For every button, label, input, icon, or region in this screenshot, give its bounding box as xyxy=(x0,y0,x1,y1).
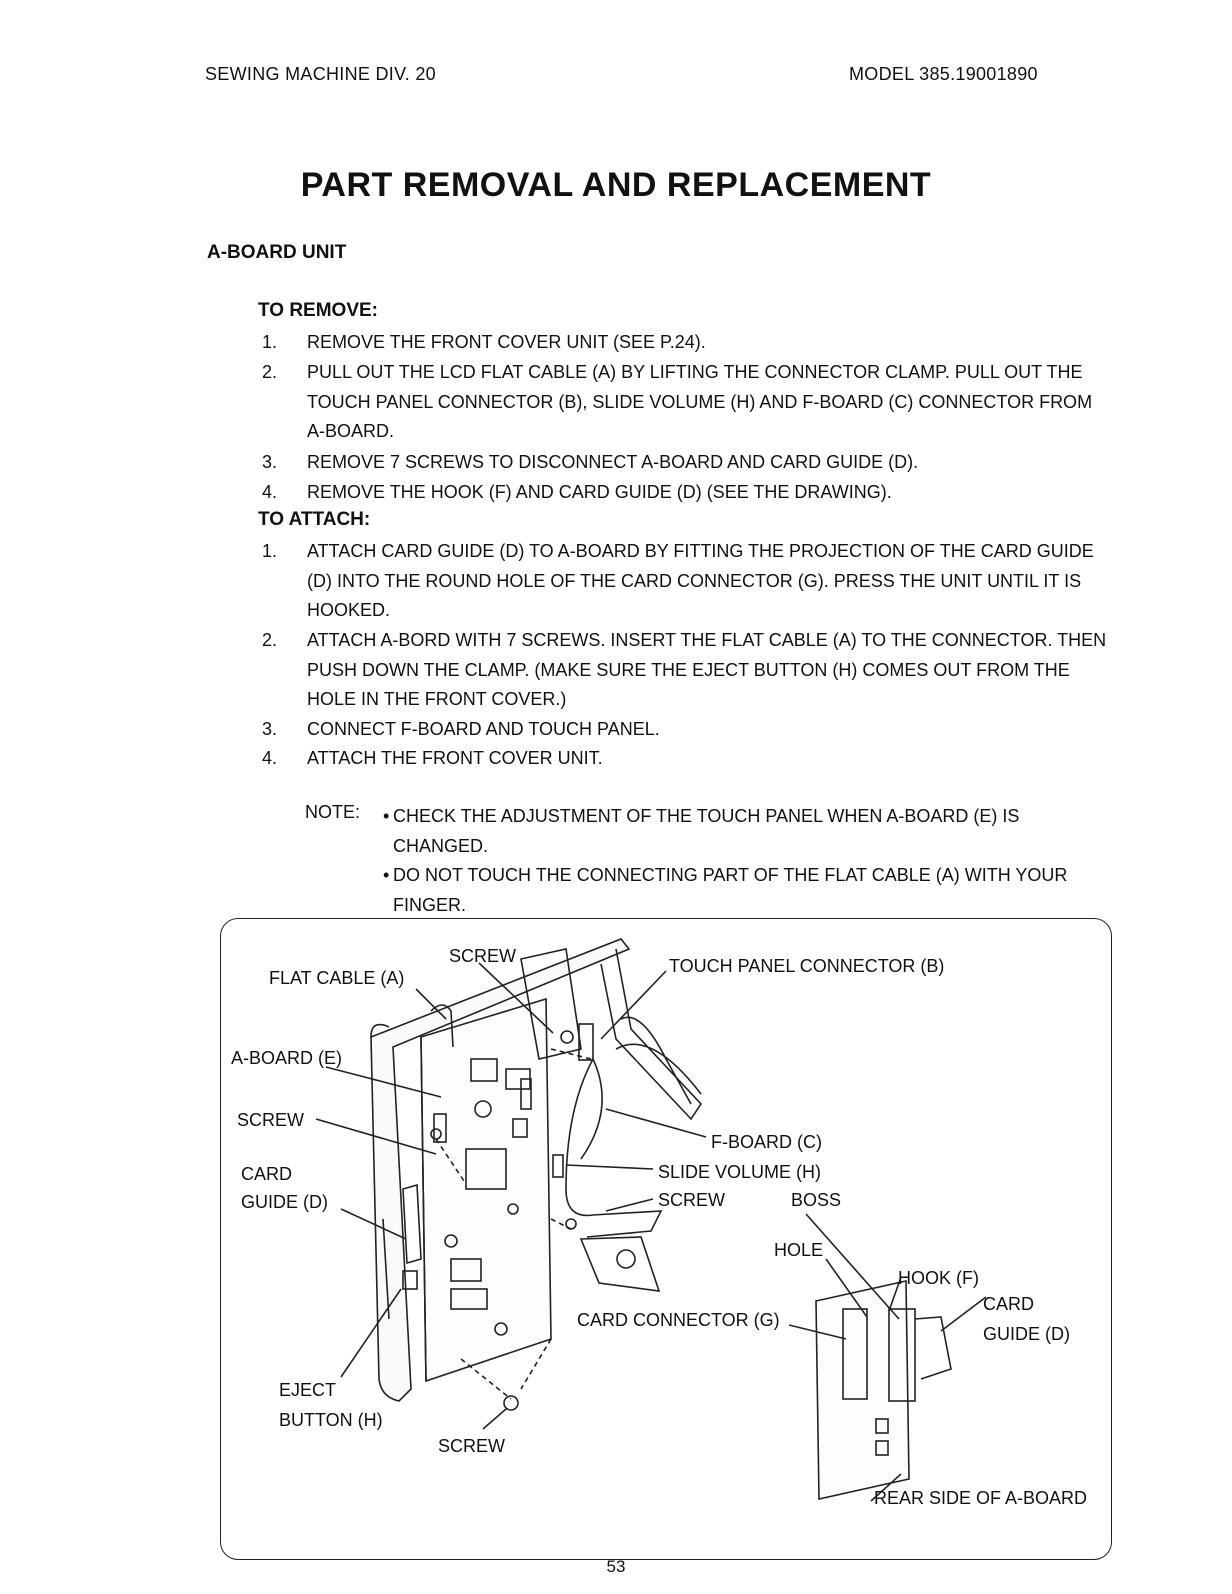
label-card-guide-left-2: GUIDE (D) xyxy=(241,1192,328,1212)
header-right: MODEL 385.19001890 xyxy=(849,64,1038,84)
card-guide-shape xyxy=(403,1185,421,1263)
step-number: 2. xyxy=(262,362,278,382)
step-number: 4. xyxy=(262,482,278,502)
f-board-cable-shape xyxy=(566,1059,661,1237)
page-title: PART REMOVAL AND REPLACEMENT xyxy=(300,166,932,204)
label-eject-1: EJECT xyxy=(279,1380,337,1400)
attach-heading: TO ATTACH: xyxy=(258,509,371,530)
step-number: 3. xyxy=(262,452,278,472)
step-number: 1. xyxy=(262,541,278,561)
step-number: 2. xyxy=(262,630,278,650)
section-title: A-BOARD UNIT xyxy=(207,242,347,263)
remove-heading: TO REMOVE: xyxy=(258,300,378,321)
note-item-2 xyxy=(383,861,1113,920)
label-a-board: A-BOARD (E) xyxy=(231,1048,343,1068)
page-number: 53 xyxy=(606,1557,626,1576)
diagram-frame xyxy=(220,918,1112,1560)
screw-shape xyxy=(561,1031,573,1043)
label-f-board: F-BOARD (C) xyxy=(711,1132,822,1152)
step-number: 3. xyxy=(262,719,278,739)
label-eject-2: BUTTON (H) xyxy=(279,1410,383,1430)
label-rear-side: REAR SIDE OF A-BOARD xyxy=(874,1488,1088,1508)
header-left: SEWING MACHINE DIV. 20 xyxy=(205,64,436,84)
attach-step-4 xyxy=(262,744,1112,774)
label-card-guide-right-1: CARD xyxy=(983,1294,1035,1314)
label-touch-panel-connector: TOUCH PANEL CONNECTOR (B) xyxy=(669,956,945,976)
attach-step-2 xyxy=(262,626,1112,715)
step-text: REMOVE 7 SCREWS TO DISCONNECT A-BOARD AND CARD GUIDE (D). xyxy=(307,452,919,472)
exploded-view-drawing xyxy=(221,919,1111,1559)
label-screw-mid: SCREW xyxy=(658,1190,725,1210)
note-text: DO NOT TOUCH THE CONNECTING PART OF THE FLAT CABLE (A) WITH YOUR FINGER. xyxy=(393,865,1068,915)
bullet: • xyxy=(383,806,390,826)
note-item-1 xyxy=(383,802,1113,861)
attach-step-3 xyxy=(262,715,1112,745)
label-hole: HOLE xyxy=(774,1240,824,1260)
step-number: 1. xyxy=(262,332,278,352)
step-text: REMOVE THE HOOK (F) AND CARD GUIDE (D) (SEE THE DRAWING). xyxy=(307,482,892,502)
step-text: CONNECT F-BOARD AND TOUCH PANEL. xyxy=(307,719,660,739)
step-text: REMOVE THE FRONT COVER UNIT (SEE P.24). xyxy=(307,332,706,352)
step-text: ATTACH A-BORD WITH 7 SCREWS. INSERT THE FLAT CABLE (A) TO THE CONNECTOR. THEN PUSH DOWN THE CLAMP. (MAKE SURE THE EJECT BUTTON (H) COMES OUT FROM THE HOLE IN THE FRONT COVER.) xyxy=(307,630,1107,709)
step-text: ATTACH THE FRONT COVER UNIT. xyxy=(307,748,603,768)
remove-step-1 xyxy=(262,328,1112,358)
note-label: NOTE: xyxy=(305,802,361,822)
label-screw-top: SCREW xyxy=(449,946,516,966)
screw-shape xyxy=(566,1219,576,1229)
label-slide-volume: SLIDE VOLUME (H) xyxy=(658,1162,822,1182)
label-card-connector: CARD CONNECTOR (G) xyxy=(577,1310,780,1330)
remove-step-3 xyxy=(262,448,1112,478)
step-text: PULL OUT THE LCD FLAT CABLE (A) BY LIFTING THE CONNECTOR CLAMP. PULL OUT THE TOUCH PANEL CONNECTOR (B), SLIDE VOLUME (H) AND F-BOARD (C) CONNECTOR FROM A-BOARD. xyxy=(307,362,1093,441)
label-screw-bottom: SCREW xyxy=(438,1436,505,1456)
label-hook: HOOK (F) xyxy=(898,1268,979,1288)
note-text: CHECK THE ADJUSTMENT OF THE TOUCH PANEL WHEN A-BOARD (E) IS CHANGED. xyxy=(393,806,1020,856)
remove-step-2 xyxy=(262,358,1112,447)
label-card-guide-right-2: GUIDE (D) xyxy=(983,1324,1070,1344)
label-flat-cable: FLAT CABLE (A) xyxy=(269,968,405,988)
remove-step-4 xyxy=(262,478,1112,508)
a-board-shape xyxy=(421,999,551,1381)
label-card-guide-left-1: CARD xyxy=(241,1164,293,1184)
attach-step-1 xyxy=(262,537,1112,626)
step-number: 4. xyxy=(262,748,278,768)
slide-volume-shape xyxy=(553,1155,563,1177)
bullet: • xyxy=(383,865,390,885)
step-text: ATTACH CARD GUIDE (D) TO A-BOARD BY FITTING THE PROJECTION OF THE CARD GUIDE (D) INTO THE ROUND HOLE OF THE CARD CONNECTOR (G). PRESS THE UNIT UNTIL IT IS HOOKED. xyxy=(307,541,1094,620)
label-screw-left: SCREW xyxy=(237,1110,304,1130)
label-boss: BOSS xyxy=(791,1190,842,1210)
touch-panel-connector-shape xyxy=(579,1024,593,1060)
